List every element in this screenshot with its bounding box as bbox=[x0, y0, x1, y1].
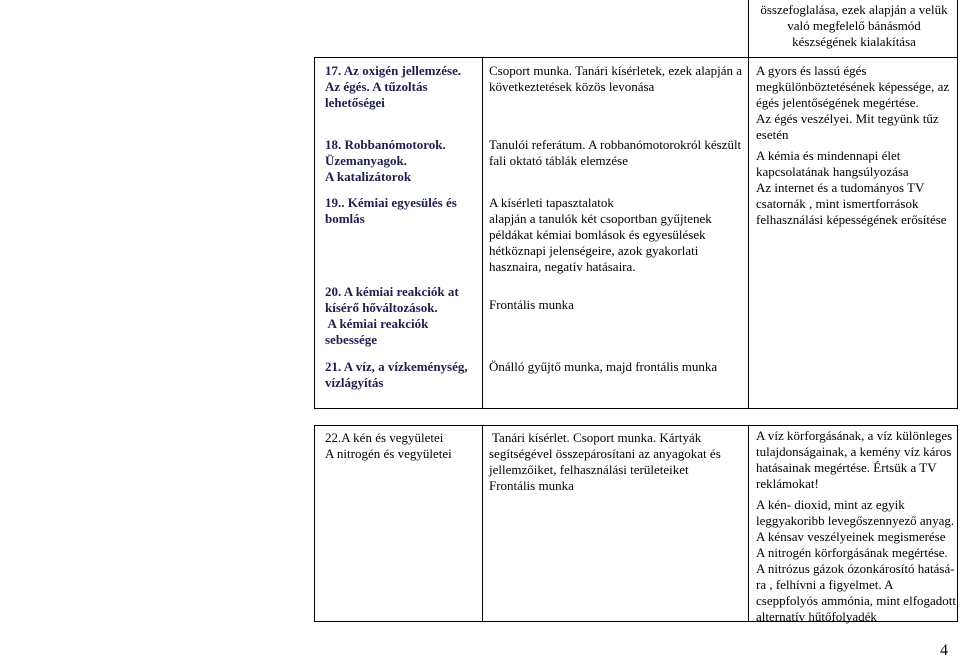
goal-17: A gyors és lassú égés megkülönböztetésének képessége, az égés jelentőségének megértése. Az égés veszélyei. Mit tegyünk tűz esetén bbox=[756, 63, 950, 142]
table-border-top-2 bbox=[314, 425, 957, 426]
topic-20: 20. A kémiai reakciók at kísérő hőváltozások. A kémiai reakciók sebessége bbox=[325, 284, 459, 347]
method-17: Csoport munka. Tanári kísérletek, ezek alapján a következtetések közös levonása bbox=[489, 63, 742, 94]
topic-22: 22.A kén és vegyületei A nitrogén és vegyületei bbox=[325, 430, 452, 461]
method-18: Tanulói referátum. A robbanómotorokról készült fali oktató táblák elemzése bbox=[489, 137, 742, 168]
col-line-right-2 bbox=[957, 425, 958, 622]
col-line-left-2 bbox=[314, 425, 315, 622]
col-line-b-1 bbox=[748, 0, 749, 409]
table-border-top-1 bbox=[314, 57, 957, 58]
method-21: Önálló gyűjtő munka, majd frontális munka bbox=[489, 359, 718, 374]
col-line-left-1 bbox=[314, 57, 315, 409]
col-line-right-1 bbox=[957, 0, 958, 409]
table-border-bottom-1 bbox=[314, 408, 957, 409]
topic-17: 17. Az oxigén jellemzése. Az égés. A tűzoltás lehetőségei bbox=[325, 63, 462, 110]
continued-goal-text: összefoglalása, ezek alapján a velük való megfelelő bánásmód készségének kialakítása bbox=[760, 2, 948, 49]
goal-22: A kén- dioxid, mint az egyik leggyakoribb levegőszennyező anyag. A kénsav veszélyeinek megismerése A nitrogén körforgásának megértése. A nitrózus gázok ózonkárosító hatásá- ra , felhívni a figyelmet. A cseppfolyós ammónia, mint elfogadott alternatív hűtőfolyadék bbox=[756, 497, 957, 624]
goal-18-19: A kémia és mindennapi élet kapcsolatának hangsúlyozása Az internet és a tudományos TV csatornák , mint ismertforrások felhasználási képességének erősítése bbox=[756, 148, 947, 227]
col-line-a-1 bbox=[482, 57, 483, 409]
method-19: A kísérleti tapasztalatok alapján a tanulók két csoportban gyűjtenek példákat kémiai bomlások és egyesülések hétköznapi jelenségeire, azok gyakorlati hasznaira, negatív hatásaira. bbox=[489, 195, 712, 274]
method-22: Tanári kísérlet. Csoport munka. Kártyák segítségével összepárosítani az anyagokat és jellemzőiket, felhasználási területeiket Frontális munka bbox=[489, 430, 721, 493]
topic-18: 18. Robbanómotorok. Üzemanyagok. A katalizátorok bbox=[325, 137, 446, 184]
col-line-b-2 bbox=[748, 425, 749, 622]
method-20: Frontális munka bbox=[489, 297, 574, 312]
col-line-a-2 bbox=[482, 425, 483, 622]
goal-21: A víz körforgásának, a víz különleges tulajdonságainak, a kemény víz káros hatásainak megértése. Értsük a TV reklámokat! bbox=[756, 428, 953, 491]
topic-21: 21. A víz, a vízkeménység, vízlágyítás bbox=[325, 359, 468, 390]
topic-19: 19.. Kémiai egyesülés és bomlás bbox=[325, 195, 457, 226]
page-number: 4 bbox=[940, 642, 948, 659]
